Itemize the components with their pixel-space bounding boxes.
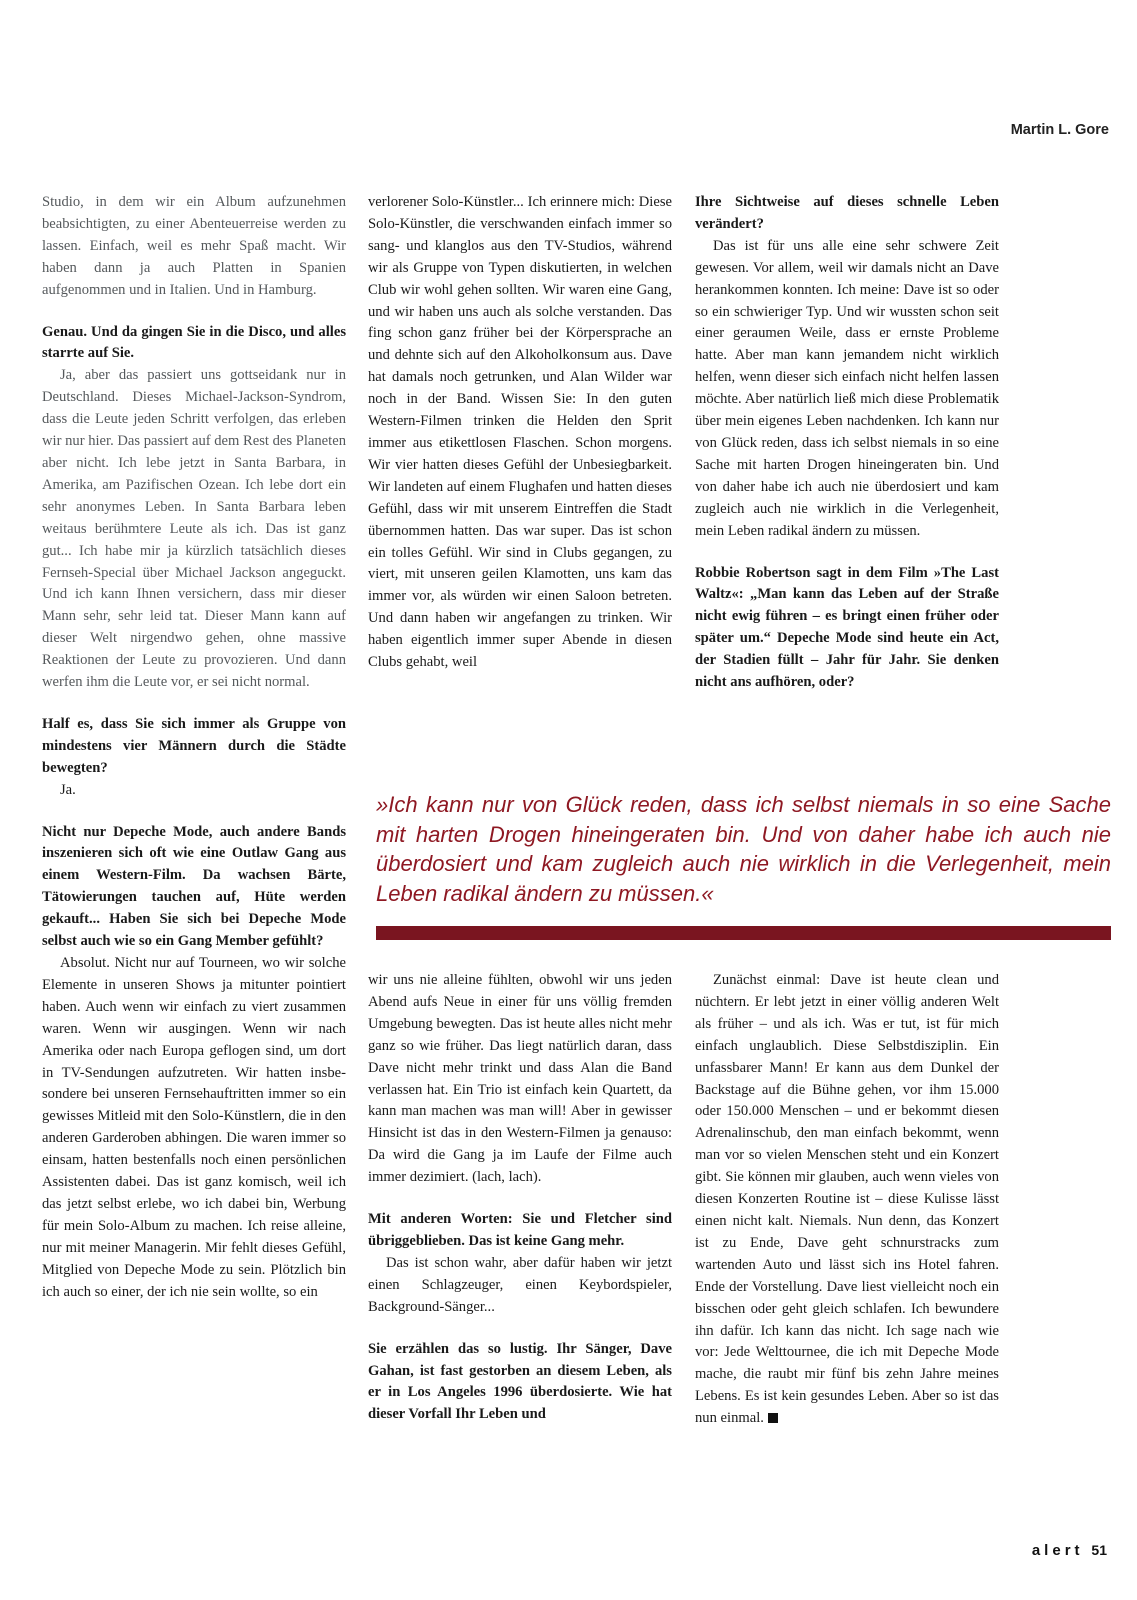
pull-quote: »Ich kann nur von Glück reden, dass ich selbst niemals in so eine Sache mit harten Drogen hineingeraten bin. Und von daher habe ich auch nie überdosiert und kam zugleich auch nie wirklich in die Verlegenheit, mein Leben radikal ändern zu müssen.« <box>376 792 1111 906</box>
author-name: Martin L. Gore <box>1010 122 1109 138</box>
question-5: Robbie Robertson sagt in dem Film »The Last Waltz«: „Man kann das Leben auf der Straße nicht ewig führen – es bringt einen früher oder später um.“ Depeche Mode sind heute ein Act, der Stadien füllt – Jahr für Jahr. Sie denken nicht ans aufhören, oder? <box>695 564 999 691</box>
answer-3: Absolut. Nicht nur auf Tourneen, wo wir solche Elemente in unseren Shows ja mitunter pointiert haben. Auch wenn wir einfach zu viert zusammen waren. Wenn wir ausgingen. Wenn wir nach Amerika oder nach Europa geflogen sind, um dort in TV-Sendungen aufzutreten. Wir hatten insbesondere bei unseren Fernsehauftritten immer so ein gewisses Mitleid mit den Solo-Künstlern, die in den anderen Garderoben abhingen. Die waren immer so einsam, hatten bestenfalls noch einen persönlichen Assistenten dabei. Das ist ganz komisch, weil ich das jetzt selbst erlebe, wo ich dabei bin, Werbung für mein Solo-Album zu machen. Ich reise alleine, nur mit meiner Managerin. Mir fehlt dieses Gefühl, Mitglied von Depeche Mode zu sein. Plötzlich bin ich auch so einer, der ich nie sein wollte, so ein <box>42 955 347 1300</box>
question-6: Mit anderen Worten: Sie und Fletcher sind übriggeblieben. Das ist keine Gang mehr. <box>368 1211 672 1249</box>
column-2-top <box>368 192 672 674</box>
answer-5-wrap <box>695 970 999 1430</box>
question-7: Sie erzählen das so lustig. Ihr Sänger, Dave Gahan, ist fast gestorben an diesem Leben, als er in Los Angeles 1996 überdosierte. Wie hat dieser Vorfall Ihr Leben und <box>368 1340 672 1423</box>
magazine-brand: alert <box>1031 1542 1084 1559</box>
question-1: Genau. Und da gingen Sie in die Disco, und alles starrte auf Sie. <box>42 323 346 362</box>
column-2-bottom <box>368 970 672 1426</box>
pull-quote-rule <box>376 926 1111 940</box>
column-3-bottom <box>695 970 999 1430</box>
square-end-mark-icon <box>768 1413 778 1423</box>
column-3-top <box>695 192 999 694</box>
answer-6: Das ist schon wahr, aber dafür haben wir jetzt einen Schlagzeuger, einen Keybordspieler, Background-Sänger... <box>368 1254 672 1315</box>
answer-5-continued: wir uns nie alleine fühlten, obwohl wir uns jeden Abend aufs Neue in einer für uns völlig fremden Umgebung bewegten. Das ist heute alles nicht mehr ganz so wie früher. Das liegt natürlich daran, dass Dave nicht mehr trinkt und dass Alan die Band verlassen hat. Ein Trio ist einfach kein Quartett, da kann man machen was man will! Aber in gewisser Hinsicht ist das in den Western-Filmen ja genauso: Da wird die Gang ja im Laufe der Filme auch immer dezimiert. (lach, lach). <box>368 972 672 1186</box>
answer-2: Ja. <box>60 781 76 798</box>
question-3: Nicht nur Depeche Mode, auch andere Bands inszenieren sich oft wie eine Outlaw Gang aus einem Western-Film. Da wachsen Bärte, Tätowierungen tauchen auf, Hüte werden gekauft... Haben Sie sich bei Depeche Mode selbst auch wie so ein Gang Member gefühlt? <box>42 823 346 950</box>
question-4-end: Ihre Sichtweise auf dieses schnelle Leben verändert? <box>695 194 999 232</box>
answer-3-continued: verlorener Solo-Künstler... Ich erinnere mich: Diese Solo-Künstler, die verschwanden einfach immer so sang- und klanglos aus den TV-Studios, während wir als Gruppe von Typen diskutierten, in welchen Club wir wohl gehen sollten. Wir waren eine Gang, und wir haben uns auch als solche verstanden. Das fing schon ganz früher bei der Körpersprache an und dehnte sich auf den Alkoholkonsum aus. Dave hat damals noch getrunken, und Alan Wilder war noch in der Band. Wissen Sie: In den guten Western-Filmen trinken die Helden den Sprit immer aus etikettlosen Flaschen. Schon morgens. Wir vier hatten dieses Gefühl der Unbesiegbarkeit. Wir landeten auf einem Flughafen und hatten dieses Gefühl, dass wir mit unserem Eintreffen die Stadt übernommen hatten. Das war super. Das ist schon ein tolles Gefühl. Wir sind in Clubs gegangen, zu viert, mit unseren geilen Klamotten, uns kam das immer vor, als würden wir einen Saloon betreten. Und dann haben wir angefangen zu trinken. Wir haben eigentlich immer super Abende in diesen Clubs gehabt, weil <box>368 194 672 671</box>
page-number: 51 <box>1091 1542 1107 1558</box>
column-1 <box>42 192 346 1304</box>
answer-4: Das ist für uns alle eine sehr schwere Zeit gewesen. Vor allem, weil wir damals nicht an Dave herankommen konnten. Ich meine: Dave ist so oder so ein schwieriger Typ. Und wir wussten schon seit einer geraumen Weile, dass er ernste Probleme hatte. Aber man kann jemandem nicht wirklich helfen, wenn dieser sich einfach nicht helfen lassen möchte. Aber natürlich ließ mich diese Problematik über mein eigenes Leben nachdenken. Ich kann nur von Glück reden, dass ich selbst niemals in so eine Sache mit harten Drogen hineingeraten bin. Und von daher habe ich auch nie überdosiert und kam zugleich auch nie wirklich in die Verlegenheit, mein Leben radikal ändern zu müssen. <box>695 237 999 539</box>
paragraph-intro: Studio, in dem wir ein Album aufzunehmen beabsichtigten, zu einer Abenteuerreise werden zu lassen. Einfach, weil es mehr Spaß macht. Wir haben dann ja auch Platten in Spanien aufgenommen und in Italien. Und in Hamburg. <box>42 194 346 298</box>
answer-5: Zunächst einmal: Dave ist heute clean und nüchtern. Er lebt jetzt in einer völlig anderen Welt als früher – und als ich. Was er tut, ist für mich einfach unglaublich. Diese Selbstdisziplin. Ein unfassbarer Mann! Er kann aus dem Dunkel der Backstage auf die Bühne gehen, vor ihm 15.000 oder 150.000 Menschen – und er bekommt diesen Adrenalinschub, den man einfach bekommt, wenn man vor so vielen Menschen steht und ein Konzert gibt. Sie können mir glauben, auch wenn vieles von diesen Konzerten Routine ist – diese Kulisse lässt einen nicht kalt. Niemals. Nun denn, das Konzert ist zu Ende, Dave geht schnurstracks zum wartenden Auto und lässt sich ins Hotel fahren. Ende der Vorstellung. Dave liest vielleicht noch ein bisschen oder geht gleich schlafen. Ich bewundere ihn dafür. Ich kann das nicht. Ich sage nach wie vor: Jede Welttournee, die ich mit Depeche Mode mache, die raubt mir fünf bis zehn Jahre meines Lebens. Es ist kein gesundes Leben. Aber so ist das nun einmal. <box>695 972 999 1427</box>
question-2: Half es, dass Sie sich immer als Gruppe von mindestens vier Männern durch die Städte bewegten? <box>42 715 346 776</box>
answer-1: Ja, aber das passiert uns gottseidank nur in Deutschland. Dieses Michael-Jackson-Syndrom, dass die Leute jeden Schritt verfolgen, das erleben wir nur hier. Das passiert auf dem Rest des Planeten aber nicht. Ich lebe jetzt in Santa Barbara, in Amerika, am Pazifischen Ozean. Ich lebe dort ein sehr anonymes Leben. In Santa Barbara leben weitaus berühmtere Leute als ich. Das ist ganz gut... Ich habe mir ja kürzlich tatsächlich dieses Fernseh-Special über Michael Jackson angeguckt. Und ich kann Ihnen versichern, dass mir dieser Mann sehr, sehr leid tat. Dieser Mann kann auf dieser Welt nirgendwo gehen, ohne massive Reaktionen der Leute zu provozieren. Und dann werfen ihm die Leute vor, er sei nicht normal. <box>42 367 346 691</box>
page-footer <box>1032 1542 1107 1559</box>
